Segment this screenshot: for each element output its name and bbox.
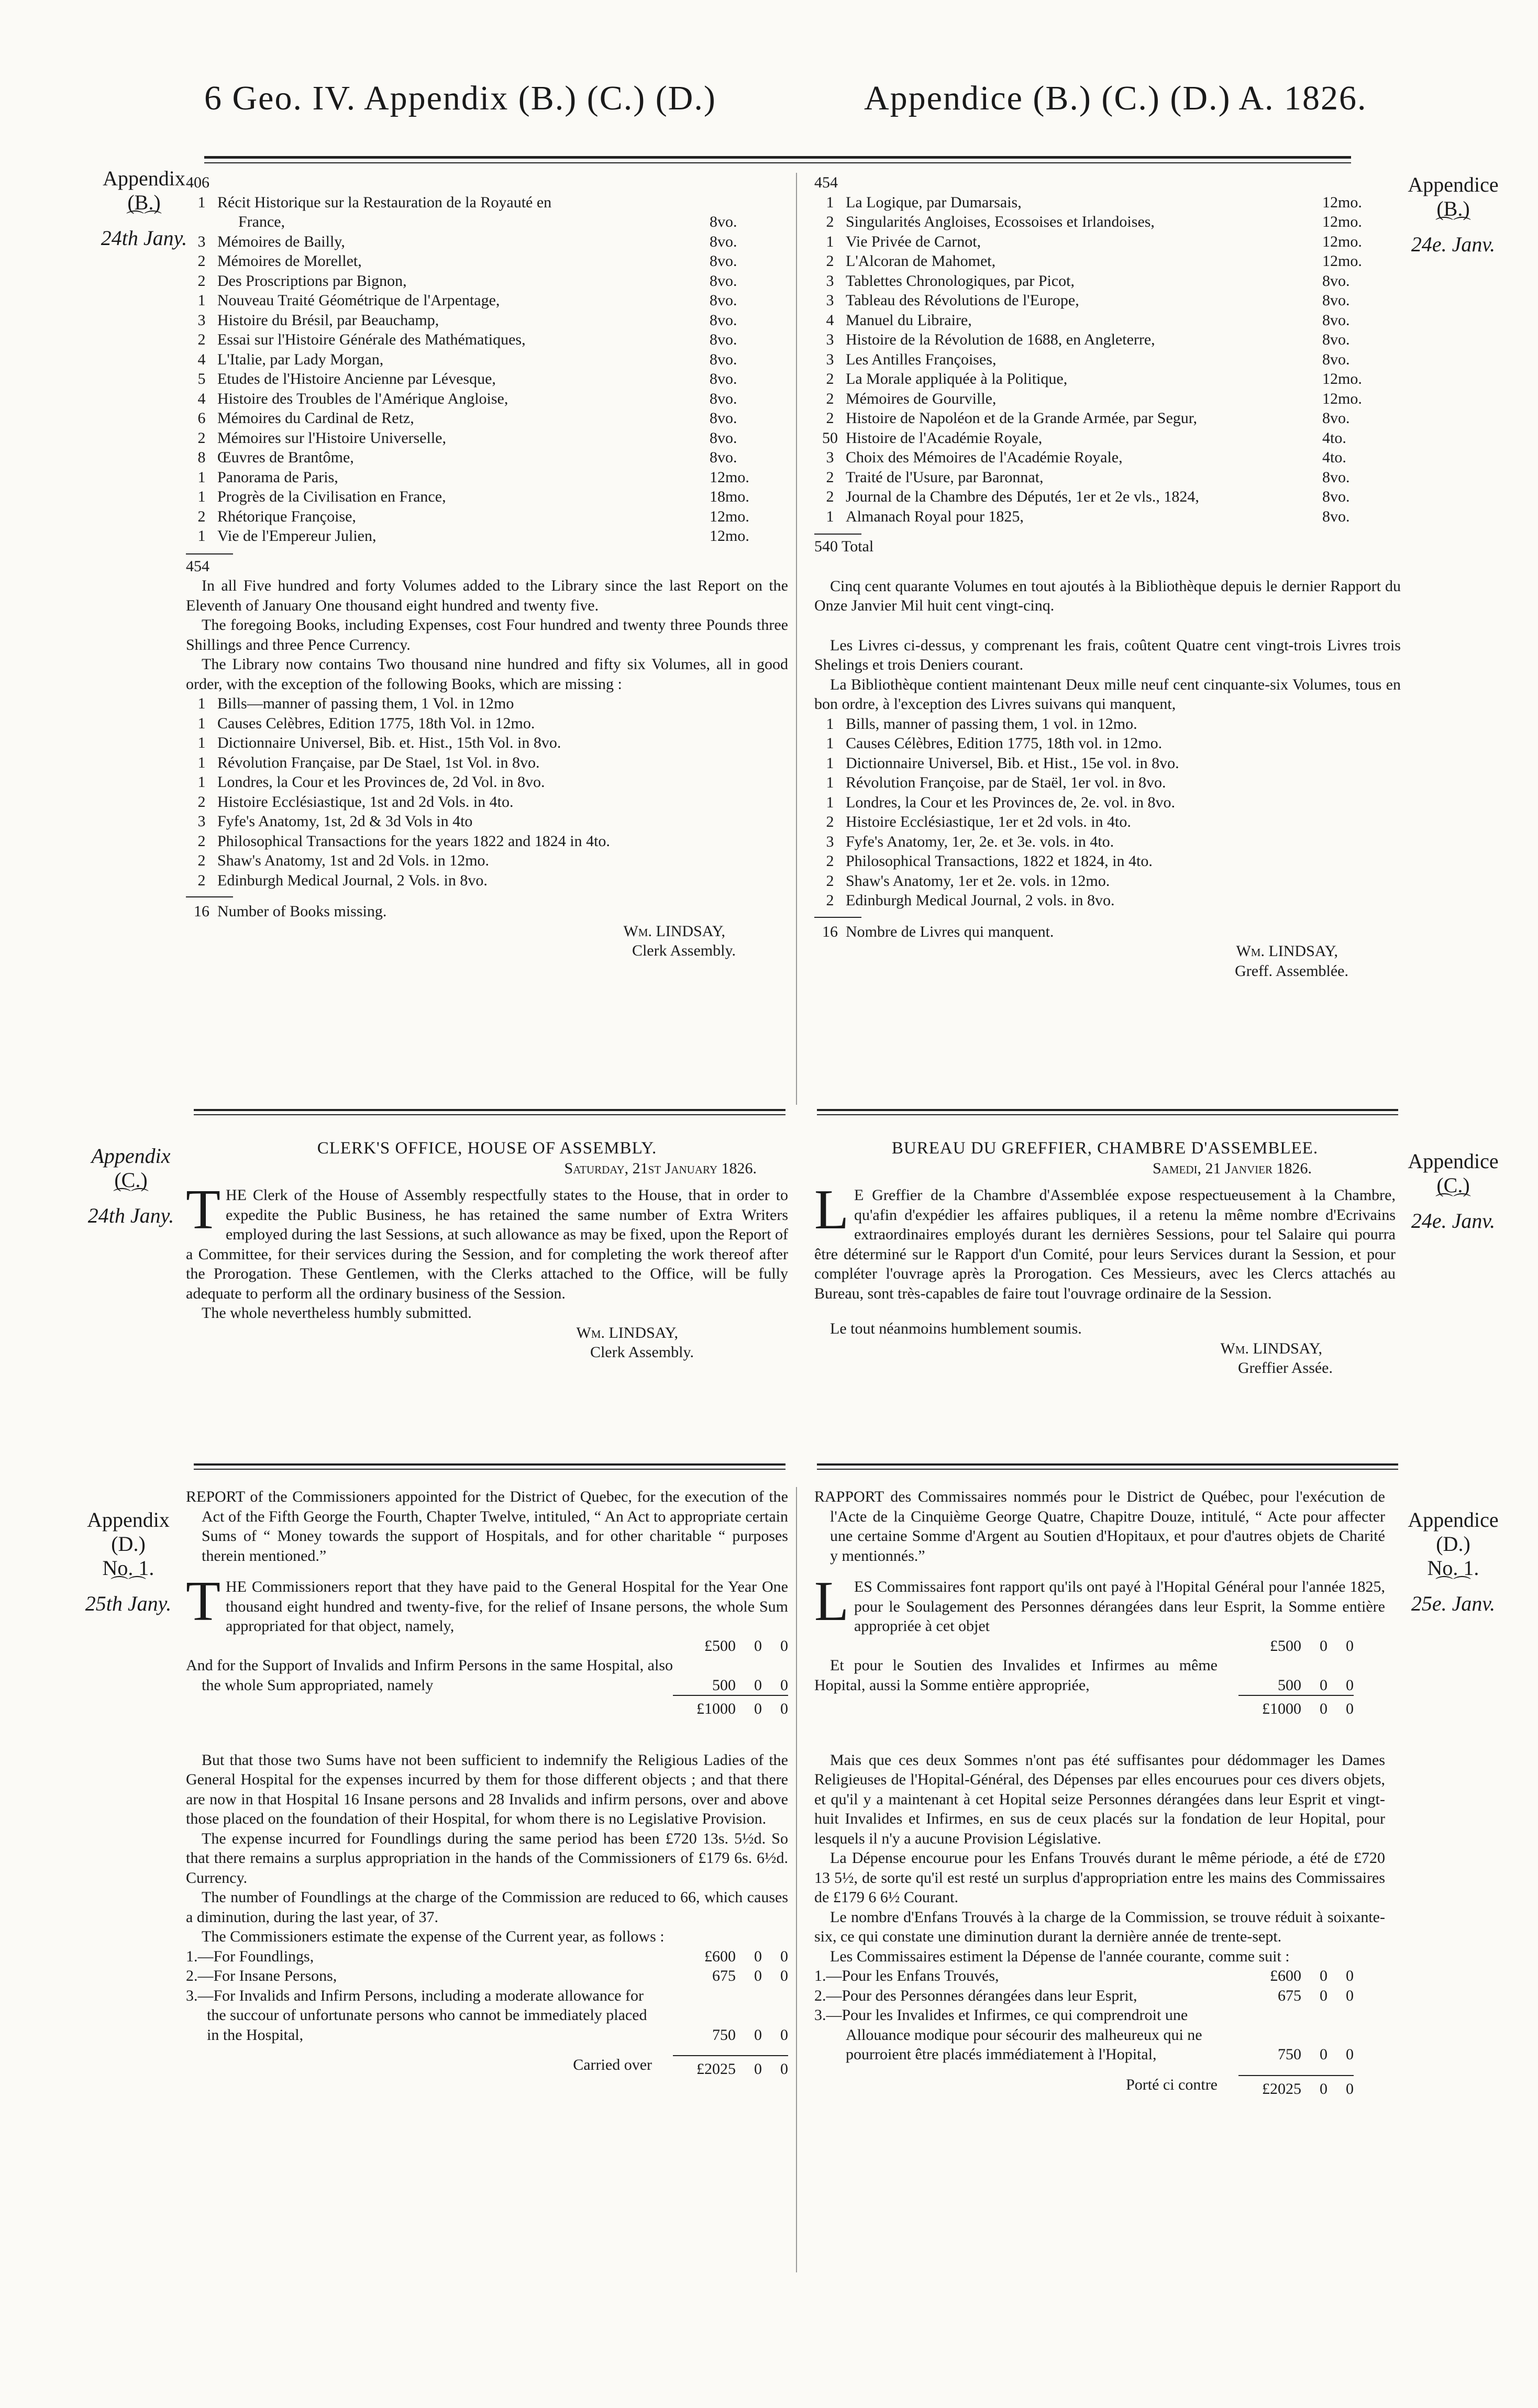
section-title: CLERK'S OFFICE, HOUSE OF ASSEMBLY. [317, 1139, 657, 1158]
section-body [814, 1179, 1396, 1303]
missing-row: 3 Fyfe's Anatomy, 1st, 2d & 3d Vols in 4to [197, 813, 473, 830]
paragraph: But that those two Sums have not been sufficient to indemnify the Religious Ladies of the General Hospital for the expenses incurred by them for those different objects ; and that there are now in that Hospital 16 Insane persons and 28 Invalids and infirm persons, over and above those placed on the foundation of their Hospital, for whom there is no Legislative Provision. [186, 1751, 788, 1827]
section-rule [817, 1114, 1398, 1115]
missing-row: 1 Causes Célèbres, Edition 1775, 18th vol. in 12mo. [826, 735, 1163, 752]
missing-row: 2 Philosophical Transactions, 1822 et 1824, in 4to. [826, 852, 1153, 870]
amount-row: £500 0 0 [1270, 1637, 1354, 1655]
book-row: 1 Nouveau Traité Géométrique de l'Arpentage, 8vo. [197, 292, 737, 309]
paragraph: The Library now contains Two thousand nine hundred and fifty six Volumes, all in good order, with the exception of the following Books, which are missing : [186, 656, 788, 693]
appendix-c-french [814, 1139, 1396, 1378]
amount-line: And for the Support of Invalids and Infirm Persons in the same Hospital, also the whole Sum appropriated, namely 500 0 0 [186, 1657, 788, 1694]
subtotal-count: 454 [186, 557, 209, 575]
book-list [186, 193, 788, 546]
section-rule [194, 1109, 785, 1111]
margin-note-c-fr: Appendice (C.) ⌒⌒ 24e. Janv. [1408, 1149, 1499, 1233]
total-count: 540 Total [814, 538, 874, 555]
appendix-d-english [186, 1487, 788, 2079]
book-row: 2 Journal de la Chambre des Députés, 1er et 2e vls., 1824, 8vo. [826, 488, 1350, 505]
carried-count: 454 [814, 174, 838, 191]
header-rule [204, 156, 1351, 159]
section-title: BUREAU DU GREFFIER, CHAMBRE D'ASSEMBLEE. [891, 1139, 1319, 1158]
paragraph: La Dépense encourue pour les Enfans Trouvés durant le même période, a été de £720 13 5½, de sorte qu'il est resté un surplus d'appropriation entre les mains des Commissaires de £179 6 6½ Courant. [814, 1849, 1385, 1906]
section-date: Saturday, 21st January 1826. [564, 1159, 757, 1177]
appendix-b-french [814, 173, 1401, 981]
drop-cap: T [186, 1570, 220, 1633]
missing-list [186, 694, 788, 890]
amount-line: Et pour le Soutien des Invalides et Infirmes au même Hopital, aussi la Somme entière appropriée, 500 0 0 [814, 1657, 1354, 1694]
paragraph: The Commissioners estimate the expense of the Current year, as follows : [202, 1928, 665, 1945]
book-row: 2 Essai sur l'Histoire Générale des Mathématiques, 8vo. [197, 331, 737, 348]
signature-title: Clerk Assembly. [632, 942, 736, 959]
margin-note-d-fr: Appendice (D.) No. 1. ⌒⌒ 25e. Janv. [1408, 1508, 1499, 1615]
book-row: 2 Rhétorique Françoise, 12mo. [197, 507, 749, 525]
sum-row: £1000 0 0 [814, 1695, 1385, 1719]
missing-total-rule [186, 896, 233, 897]
book-row: France, 8vo. [238, 213, 737, 230]
paragraph: HE Commissioners report that they have paid to the General Hospital for the Year One thousand eight hundred and twenty-five, for the relief of Insane persons, the whole Sum appropriated for that object, namely, [225, 1578, 788, 1635]
carried-over-row: Porté ci contre £2025 0 0 [814, 2075, 1385, 2099]
section-body [186, 1179, 788, 1303]
section-date: Samedi, 21 Janvier 1826. [1152, 1159, 1312, 1177]
section-rule [817, 1469, 1398, 1470]
report-intro: RAPPORT des Commissaires nommés pour le District de Québec, pour l'exécution de l'Acte de la Cinquième George Quatre, Chapitre Douze, intitulé, “ Acte pour affecter une certaine Somme d'Argent au Soutien d'Hopitaux, et pour d'autres objets de Charité y mentionnés.” [814, 1488, 1385, 1564]
margin-note-b-fr: Appendice (B.) ⌒⌒ 24e. Janv. [1408, 173, 1499, 256]
missing-row: 2 Shaw's Anatomy, 1er et 2e. vols. in 12mo. [826, 872, 1110, 890]
appendix-d-french [814, 1487, 1385, 2099]
report-body [186, 1570, 788, 1636]
book-row: 1 Progrès de la Civilisation en France, 18mo. [197, 488, 749, 505]
book-row: 1 La Logique, par Dumarsais, 12mo. [826, 193, 1362, 211]
book-row: 2 La Morale appliquée à la Politique, 12mo. [826, 370, 1362, 387]
subtotal-rule [186, 553, 233, 554]
paragraph: La Bibliothèque contient maintenant Deux mille neuf cent cinquante-six Volumes, tous en bon ordre, à l'exception des Livres suivans qui manquent, [814, 675, 1401, 713]
paragraph: E Greffier de la Chambre d'Assemblée expose respectueusement à la Chambre, qu'afin d'expédier les affaires publiques, il a retenu la même nombre d'Ecrivains extraordinaires employés durant les dernières Sessions, pour tel Salaire qui pourra être déterminé sur le Rapport d'un Comité, pour leurs Services durant la Session, et pour compléter l'ouvrage après la Prorogation. Ces Messieurs, avec les Clercs attachés au Bureau, sont très-capables de faire tout l'ouvrage ordinaire de la Session. [814, 1186, 1396, 1302]
book-row: 2 Mémoires de Morellet, 8vo. [197, 252, 737, 270]
missing-row: 3 Fyfe's Anatomy, 1er, 2e. et 3e. vols. in 4to. [826, 833, 1114, 850]
paragraph: Les Livres ci-dessus, y comprenant les frais, coûtent Quatre cent vingt-trois Livres trois Shelings et trois Deniers courant. [814, 636, 1401, 673]
section-rule [817, 1109, 1398, 1111]
carried-count: 406 [186, 174, 209, 191]
book-row: 6 Mémoires du Cardinal de Retz, 8vo. [197, 409, 737, 427]
missing-total: 16 Number of Books missing. [194, 903, 387, 920]
book-row: 8 Œuvres de Brantôme, 8vo. [197, 449, 737, 466]
signature-name: Wm. LINDSAY, [623, 922, 725, 940]
missing-row: 1 Dictionnaire Universel, Bib. et. Hist., 15th Vol. in 8vo. [197, 734, 561, 751]
estimate-item: 3.—Pour les Invalides et Infirmes, ce qui comprendroit une Allouance modique pour sécourir des malheureux qui ne pourroient être placés immédiatement à l'Hopital, 750 0 0 [814, 2006, 1354, 2063]
book-row: 3 Histoire du Brésil, par Beauchamp, 8vo. [197, 311, 737, 329]
book-row: 2 Des Proscriptions par Bignon, 8vo. [197, 272, 737, 290]
drop-cap: T [186, 1179, 220, 1241]
book-row: 4 Histoire des Troubles de l'Amérique Angloise, 8vo. [197, 390, 737, 407]
missing-row: 1 Dictionnaire Universel, Bib. et Hist., 15e vol. in 8vo. [826, 754, 1179, 772]
report-body [814, 1570, 1385, 1636]
missing-row: 1 Causes Celèbres, Edition 1775, 18th Vol. in 12mo. [197, 714, 535, 732]
paragraph: HE Clerk of the House of Assembly respectfully states to the House, that in order to expedite the Public Business, he has retained the same number of Extra Writers employed during the last Sessions, at such allowance as may be fixed, upon the Report of a Committee, for their services during the Session, and for completing the work thereof after the Prorogation. These Gentlemen, with the Clerks attached to the Office, will be fully adequate to perform all the ordinary business of the Session. [186, 1186, 788, 1302]
paragraph: The foregoing Books, including Expenses, cost Four hundred and twenty three Pounds three Shillings and three Pence Currency. [186, 616, 788, 653]
book-row: 2 Traité de l'Usure, par Baronnat, 8vo. [826, 468, 1350, 486]
column-divider [796, 1487, 797, 2272]
appendix-b-english [186, 173, 788, 961]
book-row: 3 Tableau des Révolutions de l'Europe, 8vo. [826, 292, 1350, 309]
drop-cap: L [814, 1179, 849, 1241]
book-row: 1 Panorama de Paris, 12mo. [197, 468, 749, 486]
estimate-item: 1.—Pour les Enfans Trouvés, £600 0 0 [814, 1967, 1354, 1984]
section-rule [194, 1463, 785, 1466]
missing-row: 2 Edinburgh Medical Journal, 2 Vols. in 8vo. [197, 871, 488, 889]
book-row: 1 Vie de l'Empereur Julien, 12mo. [197, 527, 749, 545]
missing-row: 2 Philosophical Transactions for the years 1822 and 1824 in 4to. [197, 832, 610, 850]
book-list [814, 193, 1401, 527]
book-row: 2 Histoire de Napoléon et de la Grande Armée, par Segur, 8vo. [826, 409, 1350, 427]
signature-name: Wm. LINDSAY, [1236, 942, 1338, 960]
page-header-right: Appendice (B.) (C.) (D.) A. 1826. [864, 79, 1367, 117]
missing-row: 2 Histoire Ecclésiastique, 1er et 2d vols. in 4to. [826, 813, 1131, 830]
estimate-item: 3.—For Invalids and Infirm Persons, including a moderate allowance for the succour of unfortunate persons who cannot be immediately placed in the Hospital, 750 0 0 [186, 1987, 788, 2044]
missing-list [814, 714, 1401, 911]
margin-note-b-en: Appendix (B.) ⌒⌒ 24th Jany. [101, 167, 187, 250]
paragraph: ES Commissaires font rapport qu'ils ont payé à l'Hopital Général pour l'année 1825, pour le Soulagement des Personnes dérangées dans leur Esprit, la Somme entière appropriée à cet objet [854, 1578, 1385, 1635]
estimate-item: 2.—Pour des Personnes dérangées dans leur Esprit, 675 0 0 [814, 1987, 1354, 2004]
book-row: 3 Choix des Mémoires de l'Académie Royale, 4to. [826, 449, 1346, 466]
header-rule-thin [204, 162, 1351, 163]
page-header-left: 6 Geo. IV. Appendix (B.) (C.) (D.) [204, 79, 716, 117]
book-row: 1 Almanach Royal pour 1825, 8vo. [826, 507, 1350, 525]
missing-row: 1 Révolution Françoise, par de Staël, 1er vol. in 8vo. [826, 774, 1166, 791]
missing-row: 1 Bills—manner of passing them, 1 Vol. in 12mo [197, 695, 514, 712]
report-intro: REPORT of the Commissioners appointed for the District of Quebec, for the execution of the Act of the Fifth George the Fourth, Chapter Twelve, intituled, “ An Act to appropriate certain Sums of “ Money towards the support of Hospitals, and for other charitable “ purposes therein mentioned.” [186, 1488, 788, 1564]
signature-name: Wm. LINDSAY, [1220, 1339, 1322, 1357]
section-rule [817, 1463, 1398, 1466]
missing-row: 1 Révolution Française, par De Stael, 1st Vol. in 8vo. [197, 753, 540, 771]
book-row: 50 Histoire de l'Académie Royale, 4to. [822, 429, 1346, 447]
missing-row: 1 Bills, manner of passing them, 1 vol. in 12mo. [826, 715, 1137, 733]
estimate-item: 1.—For Foundlings, £600 0 0 [186, 1947, 788, 1965]
book-row: 2 L'Alcoran de Mahomet, 12mo. [826, 252, 1362, 270]
section-rule [194, 1469, 785, 1470]
missing-row: 2 Histoire Ecclésiastique, 1st and 2d Vols. in 4to. [197, 793, 514, 811]
margin-note-c-en: Appendix (C.) ⌒⌒ 24th Jany. [87, 1144, 174, 1227]
carried-over-row: Carried over £2025 0 0 [186, 2055, 788, 2079]
book-row: 2 Mémoires de Gourville, 12mo. [826, 390, 1362, 407]
appendix-c-english [186, 1139, 788, 1362]
missing-row: 1 Londres, la Cour et les Provinces de, 2d Vol. in 8vo. [197, 773, 545, 791]
paragraph: Le nombre d'Enfans Trouvés à la charge de la Commission, se trouve réduit à soixante-six, ce qui constate une diminution durant la dernière année de trente-sept. [814, 1908, 1385, 1945]
book-row: 1 Vie Privée de Carnot, 12mo. [826, 232, 1362, 250]
missing-total: 16 Nombre de Livres qui manquent. [822, 923, 1054, 940]
paragraph: Les Commissaires estiment la Dépense de l'année courante, comme suit : [830, 1947, 1290, 1965]
signature-title: Greff. Assemblée. [1235, 962, 1348, 980]
closing: The whole nevertheless humbly submitted. [202, 1304, 472, 1322]
margin-note-d-en: Appendix (D.) No. 1. ⌒⌒ 25th Jany. [85, 1508, 172, 1615]
amount-row: £500 0 0 [704, 1637, 788, 1655]
paragraph: Cinq cent quarante Volumes en tout ajoutés à la Bibliothèque depuis le dernier Rapport du Onze Janvier Mil huit cent vingt-cinq. [814, 577, 1401, 614]
paragraph: Mais que ces deux Sommes n'ont pas été suffisantes pour dédommager les Dames Religieuses de l'Hopital-Général, des Dépenses par elles encourues pour ces divers objets, et qu'il y a maintenant à cet Hopital seize Personnes dérangées dans leur Esprit et vingt-huit Invalides et Infirmes, en sus de ceux placés sur la fondation de leur Hopital, pour lesquels il n'y a aucune Provision Législative. [814, 1751, 1385, 1847]
book-row: 1 Récit Historique sur la Restauration de la Royauté en [197, 193, 552, 211]
signature-name: Wm. LINDSAY, [576, 1324, 678, 1341]
missing-row: 2 Shaw's Anatomy, 1st and 2d Vols. in 12mo. [197, 852, 490, 869]
book-row: 4 Manuel du Libraire, 8vo. [826, 311, 1350, 329]
missing-row: 2 Edinburgh Medical Journal, 2 vols. in 8vo. [826, 892, 1115, 909]
drop-cap: L [814, 1570, 849, 1633]
signature-title: Clerk Assembly. [590, 1344, 694, 1361]
book-row: 2 Mémoires sur l'Histoire Universelle, 8vo. [197, 429, 737, 447]
book-row: 3 Histoire de la Révolution de 1688, en Angleterre, 8vo. [826, 331, 1350, 348]
section-rule [194, 1114, 785, 1115]
closing: Le tout néanmoins humblement soumis. [830, 1320, 1082, 1337]
column-divider [796, 173, 797, 1105]
book-row: 2 Singularités Angloises, Ecossoises et Irlandoises, 12mo. [826, 213, 1362, 230]
book-row: 3 Mémoires de Bailly, 8vo. [197, 232, 737, 250]
paragraph: The number of Foundlings at the charge of the Commission are reduced to 66, which causes a diminution, during the last year, of 37. [186, 1889, 788, 1926]
signature-title: Greffier Assée. [1237, 1359, 1333, 1377]
book-row: 3 Tablettes Chronologiques, par Picot, 8vo. [826, 272, 1350, 290]
total-rule [814, 534, 861, 535]
paragraph: In all Five hundred and forty Volumes added to the Library since the last Report on the Eleventh of January One thousand eight hundred and twenty five. [186, 577, 788, 614]
book-row: 4 L'Italie, par Lady Morgan, 8vo. [197, 350, 737, 368]
missing-row: 1 Londres, la Cour et les Provinces de, 2e. vol. in 8vo. [826, 793, 1176, 811]
book-row: 3 Les Antilles Françoises, 8vo. [826, 350, 1350, 368]
missing-total-rule [814, 917, 861, 918]
sum-row: £1000 0 0 [186, 1695, 788, 1719]
book-row: 5 Etudes de l'Histoire Ancienne par Lévesque, 8vo. [197, 370, 737, 387]
paragraph: The expense incurred for Foundlings during the same period has been £720 13s. 5½d. So that there remains a surplus appropriation in the hands of the Commissioners of £179 6s. 6½d. Currency. [186, 1829, 788, 1887]
estimate-item: 2.—For Insane Persons, 675 0 0 [186, 1967, 788, 1984]
